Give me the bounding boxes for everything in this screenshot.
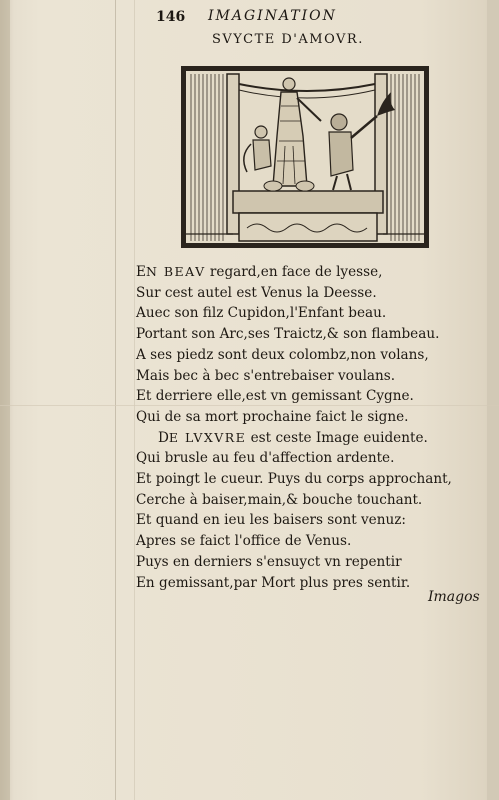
verse-line: Apres se faict l'office de Venus. — [136, 533, 352, 550]
verse-line: A ses piedz sont deux colombz,non volans, — [136, 346, 429, 363]
verse-line: Et poingt le cueur. Puys du corps approchant, — [136, 471, 452, 488]
initial-letter: E — [136, 264, 146, 280]
page-number: 146 — [156, 9, 186, 25]
verse-line — [136, 428, 491, 449]
small-caps: N BEAV — [145, 264, 206, 279]
verse-line: Puys en derniers s'ensuyct vn repentir — [136, 553, 402, 570]
verse-line: Cerche à baiser,main,& bouche touchant. — [136, 491, 423, 508]
poem-verse — [136, 262, 491, 593]
gutter-shadow — [0, 0, 10, 800]
verse-line: En gemissant,par Mort plus pres sentir. — [136, 574, 411, 591]
verse-line — [136, 262, 491, 283]
verse-line: Qui brusle au feu d'affection ardente. — [136, 450, 395, 467]
verse-line: Portant son Arc,ses Traictz,& son flambeau. — [136, 326, 440, 343]
woodcut-illustration — [181, 66, 429, 248]
initial-letter: D — [158, 429, 169, 446]
small-caps: E LVXVRE — [168, 429, 247, 445]
verse-line: Sur cest autel est Venus la Deesse. — [136, 284, 377, 301]
verse-line: Qui de sa mort prochaine faict le signe. — [136, 408, 409, 425]
verse-line: Mais bec à bec s'entrebaiser voulans. — [136, 367, 396, 384]
catchword: Imagos — [428, 589, 480, 605]
fold-line — [134, 0, 135, 800]
running-head: IMAGINATION — [208, 8, 337, 24]
page-subtitle: SVYCTE D'AMOVR. — [212, 32, 364, 47]
verse-line: Et derriere elle,est vn gemissant Cygne. — [136, 388, 414, 405]
line-text: est ceste Image euidente. — [246, 429, 428, 446]
line-text: regard,en face de lyesse, — [205, 264, 383, 280]
fold-line — [115, 0, 116, 800]
verse-line: Et quand en ieu les baisers sont venuz: — [136, 512, 406, 529]
verse-line: Auec son filz Cupidon,l'Enfant beau. — [136, 305, 387, 322]
